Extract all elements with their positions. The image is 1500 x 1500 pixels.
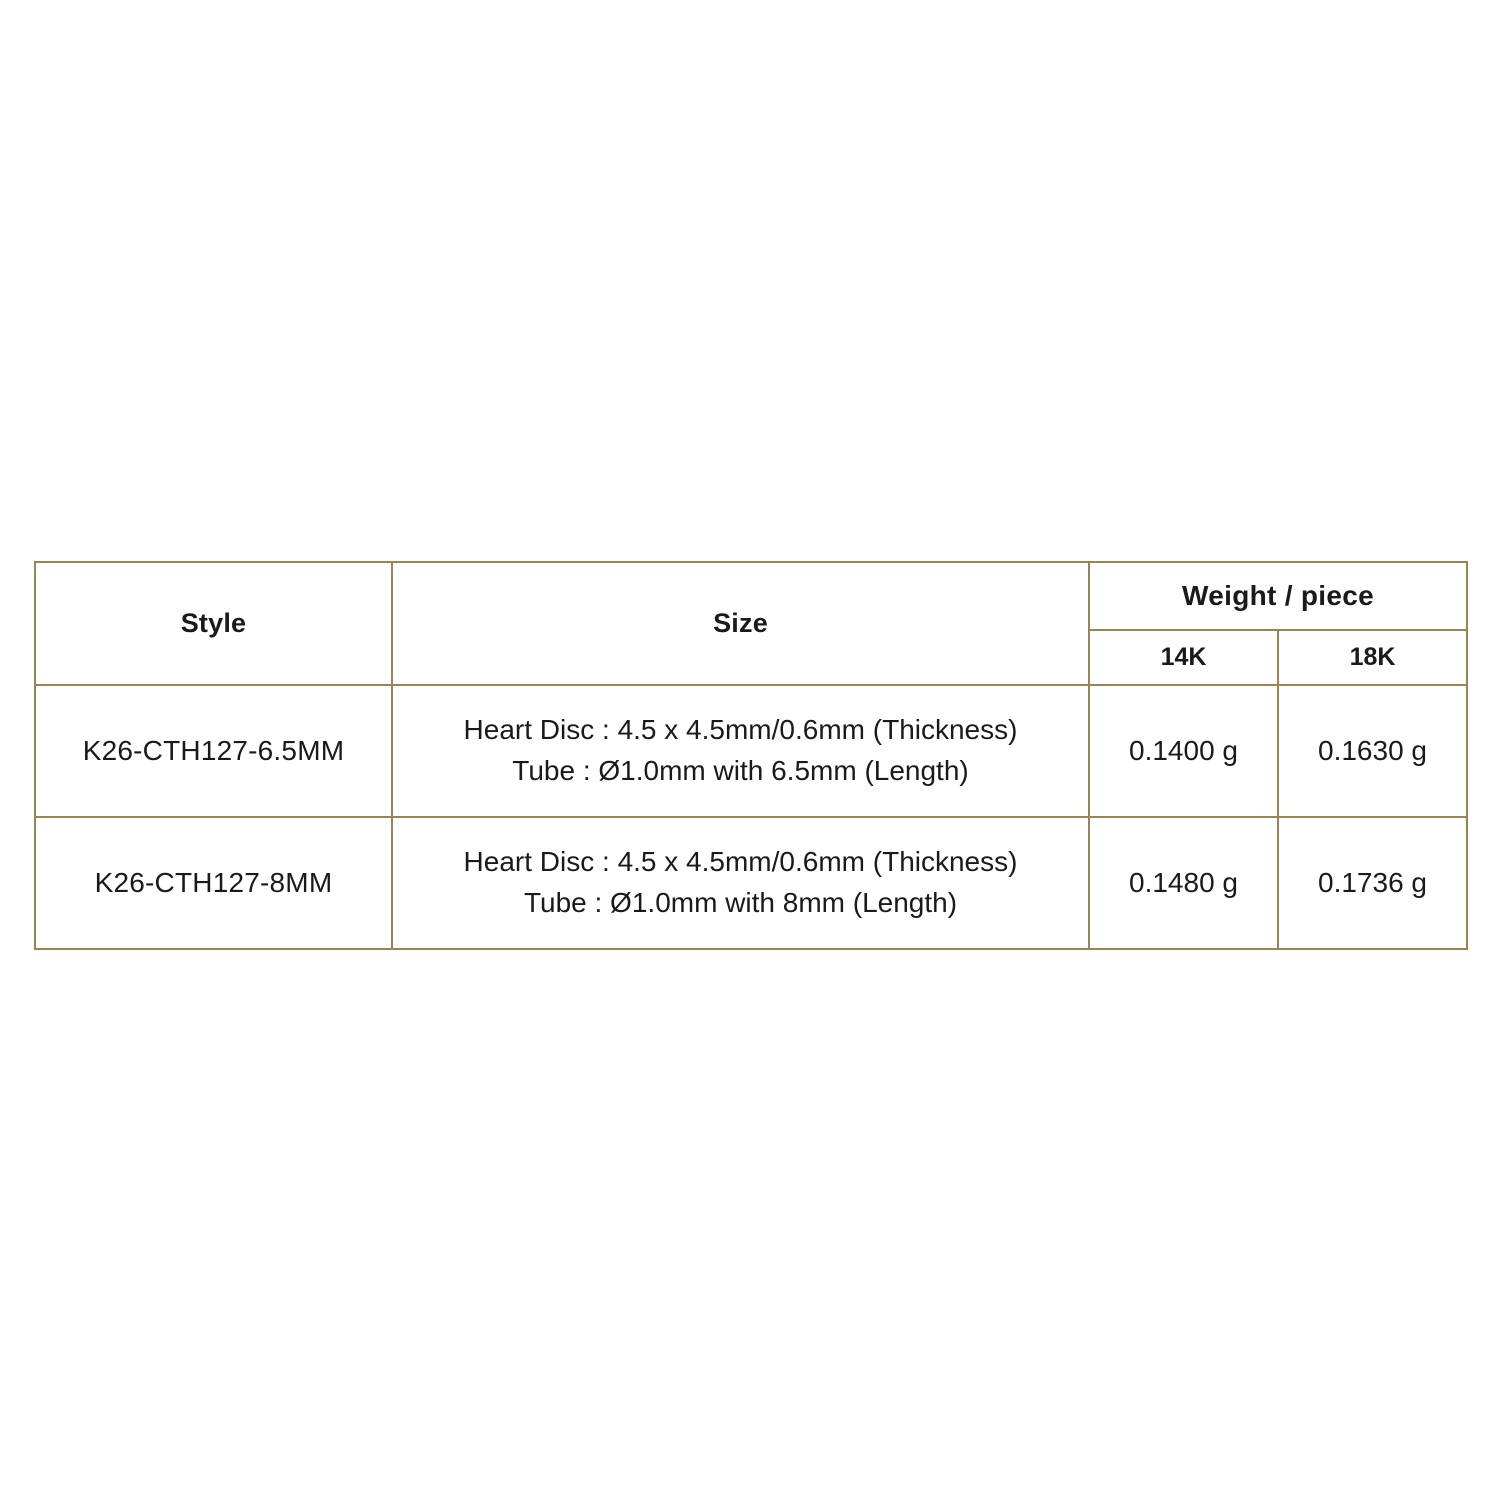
cell-weight-14k: 0.1400 g bbox=[1089, 685, 1278, 817]
cell-weight-14k: 0.1480 g bbox=[1089, 817, 1278, 949]
cell-size-line-1: Heart Disc : 4.5 x 4.5mm/0.6mm (Thickness) bbox=[463, 846, 1018, 878]
cell-weight-18k: 0.1630 g bbox=[1278, 685, 1467, 817]
table-header bbox=[35, 562, 1467, 685]
cell-size bbox=[392, 685, 1089, 817]
cell-size-line-1: Heart Disc : 4.5 x 4.5mm/0.6mm (Thickness) bbox=[463, 714, 1018, 746]
specification-table-container bbox=[34, 561, 1466, 950]
table-row bbox=[35, 817, 1467, 949]
cell-size-line-2: Tube : Ø1.0mm with 8mm (Length) bbox=[523, 887, 958, 918]
cell-size bbox=[392, 817, 1089, 949]
cell-style: K26-CTH127-8MM bbox=[35, 817, 392, 949]
cell-style: K26-CTH127-6.5MM bbox=[35, 685, 392, 817]
specification-table bbox=[34, 561, 1468, 950]
column-header-weight-14k: 14K bbox=[1089, 630, 1278, 685]
table-row bbox=[35, 685, 1467, 817]
column-header-size: Size bbox=[392, 562, 1089, 685]
table-header-row-primary bbox=[35, 562, 1467, 630]
column-header-weight-18k: 18K bbox=[1278, 630, 1467, 685]
table-body bbox=[35, 685, 1467, 949]
cell-size-line-2: Tube : Ø1.0mm with 6.5mm (Length) bbox=[512, 755, 969, 786]
column-header-style: Style bbox=[35, 562, 392, 685]
column-header-weight-group: Weight / piece bbox=[1089, 562, 1467, 630]
cell-weight-18k: 0.1736 g bbox=[1278, 817, 1467, 949]
